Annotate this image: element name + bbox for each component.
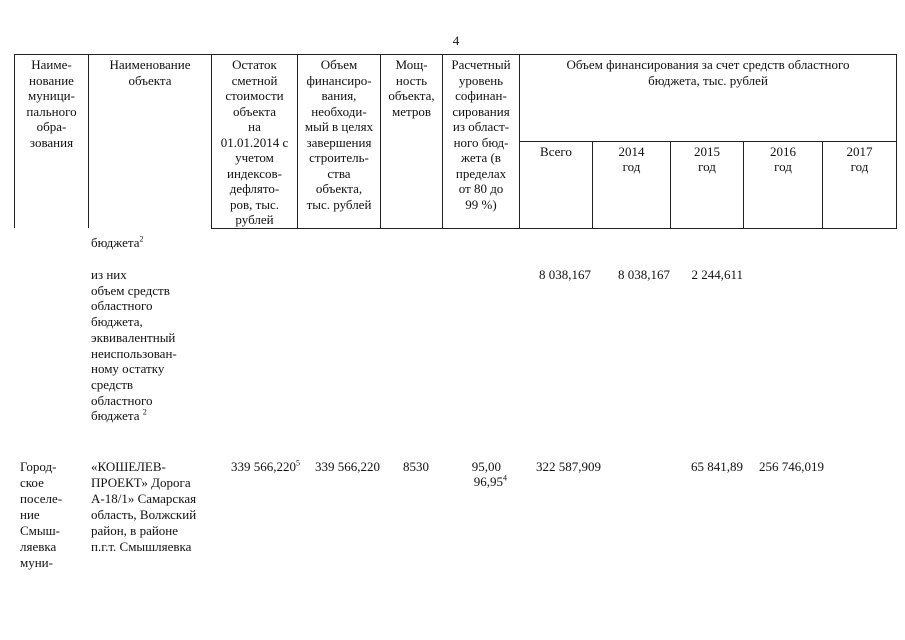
object-2016: 256 746,019 (759, 459, 824, 474)
from-them-2015: 2 244,611 (691, 267, 743, 282)
continued-footnote: 2 (139, 234, 144, 244)
object-remaining-cost (216, 459, 300, 475)
continued-text (91, 235, 143, 251)
object-total: 322 587,909 (536, 459, 601, 474)
object-remaining-footnote: 5 (296, 458, 300, 468)
page-number: 4 (452, 33, 460, 48)
object-cofinancing-level-2 (443, 474, 507, 490)
from-them-label: из них объем средств областного бюджета, эквивалентный неиспользован- ному остатку средств областного бюджета (91, 267, 177, 424)
header-remaining-cost: Остаток сметной стоимости объекта на 01.01.2014 с учетом индексов- дефлято- ров, тыс. рублей (212, 55, 298, 229)
object-financing-volume: 339 566,220 (315, 459, 380, 474)
table-header (14, 54, 897, 229)
header-year-2016: 2016 год (744, 141, 823, 228)
object-remaining-cost-value: 339 566,220 (231, 459, 296, 474)
from-them-2014: 8 038,167 (618, 267, 670, 282)
header-capacity: Мощ- ность объекта, метров (381, 55, 443, 229)
object-cofinancing-level-1: 95,00 (471, 459, 501, 474)
header-cofinancing-level: Расчетный уровень софинан- сирования из област- ного бюд- жета (в пределах от 80 до 99 %) (443, 55, 520, 229)
header-municipality: Наиме- нование муници- пального обра- зования (15, 55, 89, 229)
from-them-total: 8 038,167 (539, 267, 591, 282)
object-municipality: Город- ское поселе- ние Смыш- ляевка муни- (20, 459, 63, 570)
header-year-2014: 2014 год (593, 141, 671, 228)
header-year-2015: 2015 год (671, 141, 744, 228)
continued-label: бюджета (91, 235, 140, 250)
from-them-text (91, 267, 216, 424)
header-year-2017: 2017 год (823, 141, 897, 228)
header-regional-budget-group: Объем финансирования за счет средств областного бюджета, тыс. рублей (520, 55, 897, 142)
object-capacity: 8530 (403, 459, 429, 474)
header-financing-volume: Объем финансиро- вания, необходи- мый в целях завершения строитель- ства объекта, тыс. рублей (298, 55, 381, 229)
header-object-name: Наименование объекта (89, 55, 212, 229)
header-total: Всего (520, 141, 593, 228)
object-name: «КОШЕЛЕВ- ПРОЕКТ» Дорога А-18/1» Самарская область, Волжский район, в районе п.г.т. Смышляевка (91, 459, 197, 554)
object-2015: 65 841,89 (691, 459, 743, 474)
object-cofinancing-level-2-value: 96,95 (473, 474, 503, 489)
from-them-footnote: 2 (142, 408, 147, 417)
object-cofinancing-footnote: 4 (503, 473, 507, 483)
